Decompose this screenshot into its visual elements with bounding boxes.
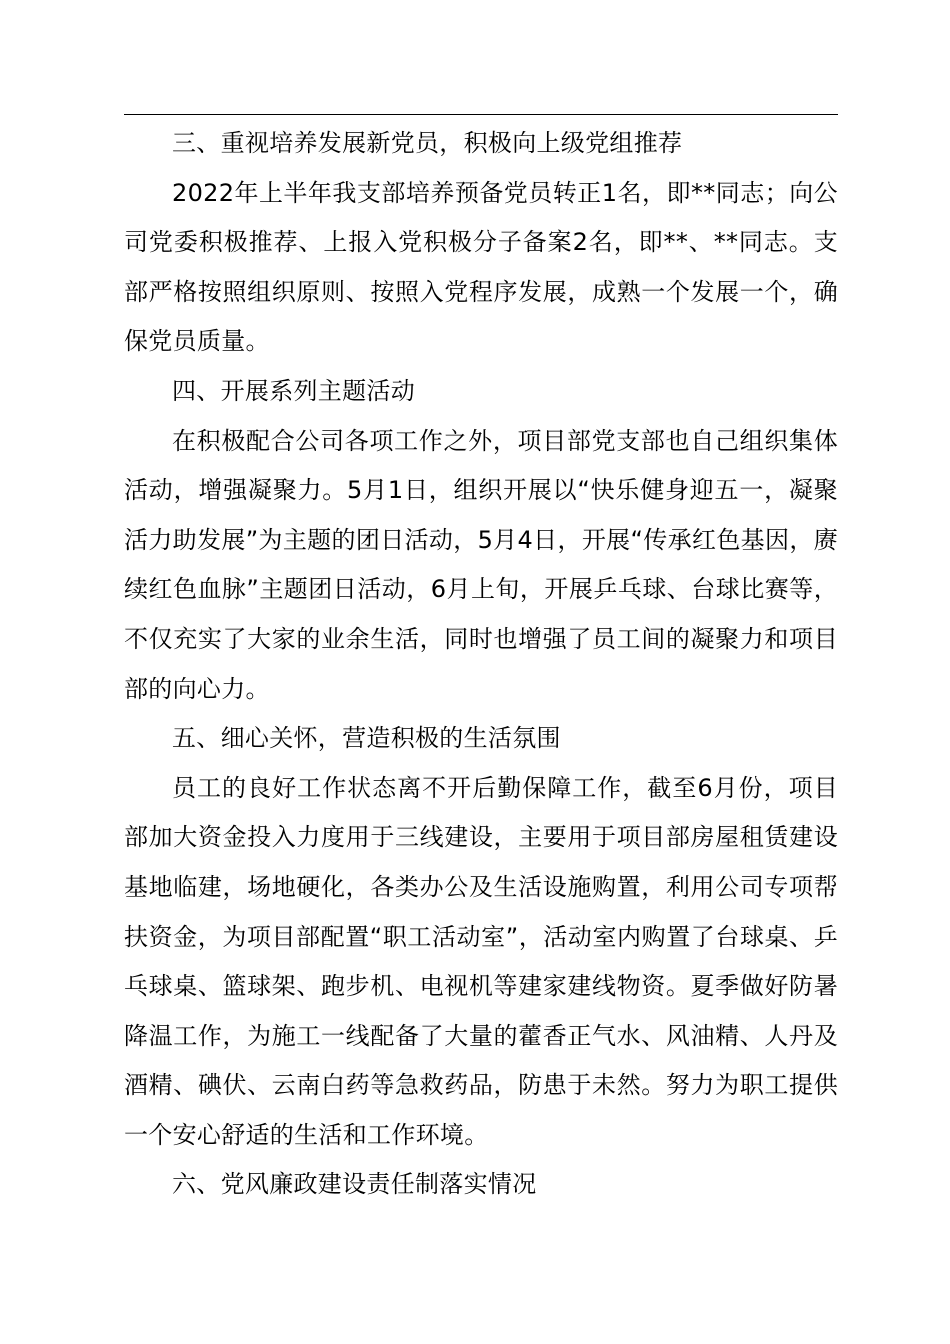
section-heading-5: 五、细心关怀，营造积极的生活氛围	[172, 724, 561, 753]
section-heading-4: 四、开展系列主题活动	[172, 376, 415, 405]
section-heading-3: 三、重视培养发展新党员，积极向上级党组推荐	[172, 129, 683, 157]
header-divider	[124, 114, 838, 115]
section-heading-6: 六、党风廉政建设责任制落实情况	[172, 1170, 537, 1199]
body-paragraph-party-member-development: 2022年上半年我支部培养预备党员转正1名，即**同志；向公司党委积极推荐、上报入党积极分子备案2名，即**、**同志。支部严格按照组织原则、按照入党程序发展，成熟一个发展一个，确保党员质量。	[124, 178, 838, 356]
body-paragraph-living-care: 员工的良好工作状态离不开后勤保障工作，截至6月份，项目部加大资金投入力度用于三线建设，主要用于项目部房屋租赁建设基地临建，场地硬化，各类办公及生活设施购置，利用公司专项帮扶资金，为项目部配置“职工活动室”，活动室内购置了台球桌、乒乓球桌、篮球架、跑步机、电视机等建家建线物资。夏季做好防暑降温工作，为施工一线配备了大量的藿香正气水、风油精、人丹及酒精、碘伏、云南白药等急救药品，防患于未然。努力为职工提供一个安心舒适的生活和工作环境。	[124, 773, 838, 1149]
body-paragraph-theme-activities: 在积极配合公司各项工作之外，项目部党支部也自己组织集体活动，增强凝聚力。5月1日，组织开展以“快乐健身迎五一，凝聚活力助发展”为主题的团日活动，5月4日，开展“传承红色基因，赓续红色血脉”主题团日活动，6月上旬，开展乒乓球、台球比赛等，不仅充实了大家的业余生活，同时也增强了员工间的凝聚力和项目部的向心力。	[124, 426, 838, 703]
document-body	[124, 119, 838, 1210]
